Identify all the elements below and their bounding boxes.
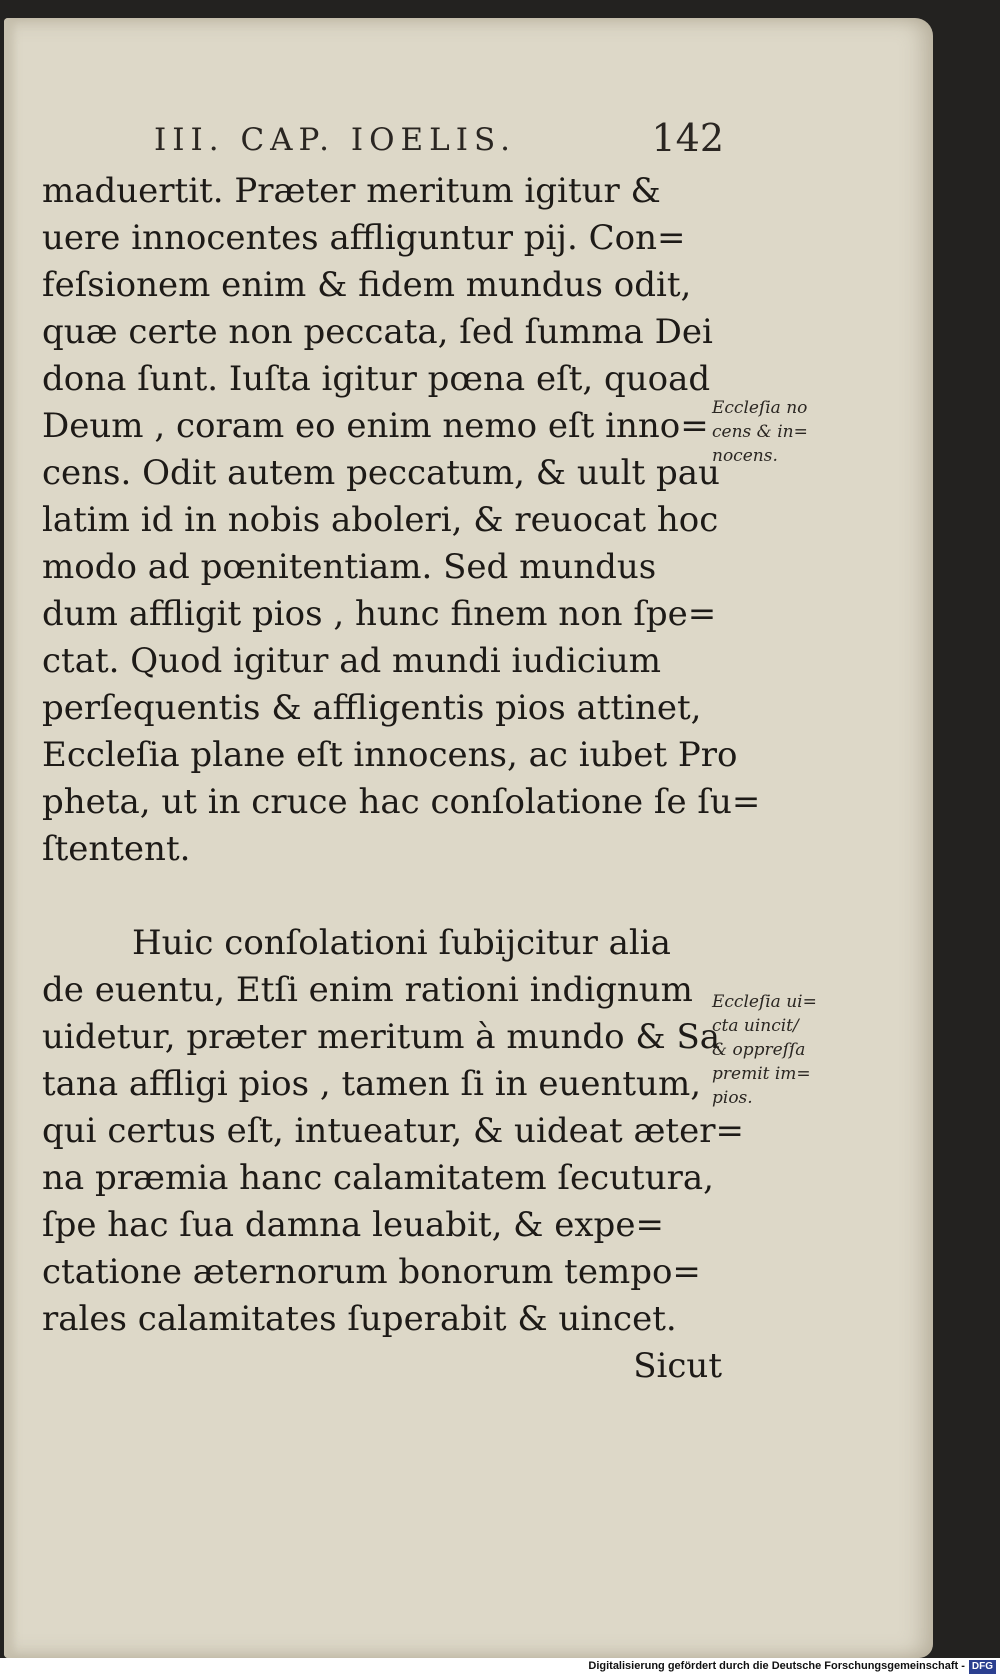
marginal-note-line: nocens. xyxy=(712,446,778,466)
text-line: pheta, ut in cruce hac conſolatione ſe ſu= xyxy=(42,782,761,822)
text-line: feſsionem enim & fidem mundus odit, xyxy=(42,265,692,305)
text-line: Deum , coram eo enim nemo eſt inno= xyxy=(42,406,709,446)
text-line: de euentu, Etſi enim rationi indignum xyxy=(42,970,693,1010)
page-header xyxy=(42,106,722,168)
footer-credit: Digitalisierung gefördert durch die Deutsche Forschungsgemeinschaft - xyxy=(588,1660,965,1672)
page-number: 142 xyxy=(651,116,724,160)
marginal-note-1 xyxy=(712,396,808,468)
text-line: qui certus eſt, intueatur, & uideat æter= xyxy=(42,1111,744,1151)
text-line: dona ſunt. Iuſta igitur pœna eſt, quoad xyxy=(42,359,711,399)
marginal-note-line: cens & in= xyxy=(712,422,808,442)
text-line: uere innocentes affliguntur pij. Con= xyxy=(42,218,686,258)
text-line: ſtentent. xyxy=(42,829,191,869)
text-line: Eccleſia plane eſt innocens, ac iubet Pro xyxy=(42,735,738,775)
text-line: cens. Odit autem peccatum, & uult pau xyxy=(42,453,720,493)
book-page xyxy=(4,18,933,1658)
marginal-note-line: pios. xyxy=(712,1088,753,1108)
text-line: tana affligi pios , tamen ſi in euentum, xyxy=(42,1064,701,1104)
digitization-footer xyxy=(0,1658,1000,1675)
page-gutter-shadow xyxy=(4,18,18,1658)
text-line: modo ad pœnitentiam. Sed mundus xyxy=(42,547,657,587)
text-line: ſpe hac ſua damna leuabit, & expe= xyxy=(42,1205,664,1245)
text-line: na præmia hanc calamitatem ſecutura, xyxy=(42,1158,714,1198)
marginal-note-line: Eccleſia no xyxy=(712,398,808,418)
marginal-note-line: cta uincit/ xyxy=(712,1016,799,1036)
marginal-note-line: Eccleſia ui= xyxy=(712,992,817,1012)
text-line: ctatione æternorum bonorum tempo= xyxy=(42,1252,701,1292)
running-head: III. CAP. IOELIS. xyxy=(154,122,516,158)
text-line: maduertit. Præter meritum igitur & xyxy=(42,171,661,211)
text-line: perſequentis & affligentis pios attinet, xyxy=(42,688,702,728)
text-line: latim id in nobis aboleri, & reuocat hoc xyxy=(42,500,719,540)
marginal-note-2 xyxy=(712,990,817,1110)
text-line: uidetur, præter meritum à mundo & Sa xyxy=(42,1017,721,1057)
text-line: dum affligit pios , hunc finem non ſpe= xyxy=(42,594,717,634)
text-line-indented: Huic conſolationi ſubijcitur alia xyxy=(132,923,671,963)
text-line: ctat. Quod igitur ad mundi iudicium xyxy=(42,641,661,681)
paragraph-2 xyxy=(42,920,744,1390)
marginal-note-line: premit im= xyxy=(712,1064,811,1084)
text-line: rales calamitates ſuperabit & uincet. xyxy=(42,1299,677,1339)
dfg-logo: DFG xyxy=(969,1660,996,1674)
paragraph-spacer xyxy=(42,873,722,920)
catchword: Sicut xyxy=(633,1346,722,1386)
text-line: quæ certe non peccata, ſed ſumma Dei xyxy=(42,312,713,352)
marginal-note-line: & oppreſſa xyxy=(712,1040,806,1060)
